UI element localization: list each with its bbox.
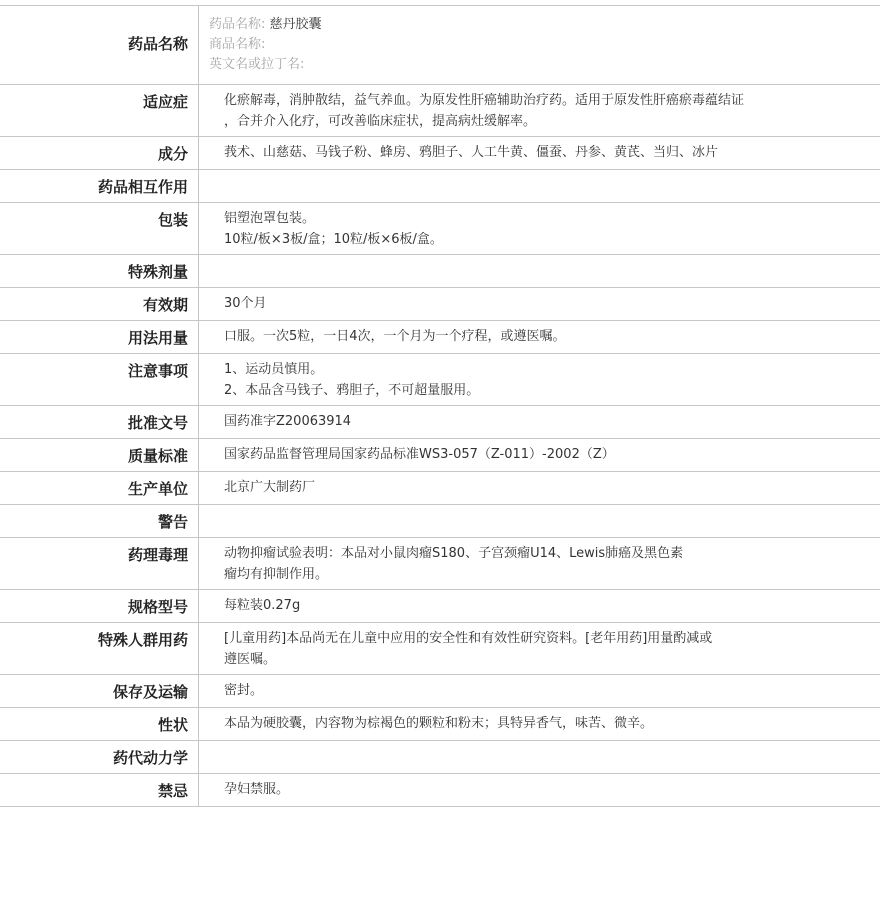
row-storage bbox=[0, 675, 880, 708]
row-manufacturer bbox=[0, 472, 880, 505]
names-block bbox=[199, 6, 880, 84]
drug-name-line bbox=[209, 15, 880, 35]
row-contraindications bbox=[0, 774, 880, 807]
row-value: 密封。 bbox=[224, 683, 264, 698]
row-value: 铝塑泡罩包装。 10粒/板×3板/盒；10粒/板×6板/盒。 bbox=[224, 211, 443, 247]
row-specification bbox=[0, 590, 880, 623]
row-label: 保存及运输 bbox=[0, 675, 199, 707]
row-quality-standard bbox=[0, 439, 880, 472]
row-value: 1、运动员慎用。 2、本品含马钱子、鸦胆子，不可超量服用。 bbox=[224, 362, 480, 398]
row-value: 30个月 bbox=[224, 296, 267, 311]
row-value: 北京广大制药厂 bbox=[224, 480, 316, 495]
row-label: 药理毒理 bbox=[0, 538, 199, 589]
row-special-populations bbox=[0, 623, 880, 675]
row-pharmacokinetics bbox=[0, 741, 880, 774]
row-indications bbox=[0, 85, 880, 137]
row-label: 包装 bbox=[0, 203, 199, 254]
row-ingredients bbox=[0, 137, 880, 170]
row-special-dosage bbox=[0, 255, 880, 288]
row-value: 本品为硬胶囊，内容物为棕褐色的颗粒和粉末；具特异香气，味苦、微辛。 bbox=[224, 716, 654, 731]
row-packaging bbox=[0, 203, 880, 255]
row-value bbox=[199, 505, 880, 537]
row-value bbox=[199, 741, 880, 773]
row-shelf-life bbox=[0, 288, 880, 321]
row-label: 生产单位 bbox=[0, 472, 199, 504]
row-value: 国家药品监督管理局国家药品标准WS3-057（Z-011）-2002（Z） bbox=[224, 447, 615, 462]
row-value bbox=[199, 255, 880, 287]
row-label: 禁忌 bbox=[0, 774, 199, 806]
row-interactions bbox=[0, 170, 880, 203]
row-value: 莪术、山慈菇、马钱子粉、蜂房、鸦胆子、人工牛黄、僵蚕、丹参、黄芪、当归、冰片 bbox=[224, 145, 719, 160]
row-label: 特殊剂量 bbox=[0, 255, 199, 287]
row-value: 化瘀解毒，消肿散结，益气养血。为原发性肝癌辅助治疗药。适用于原发性肝癌瘀毒蕴结证 ，合并介入化疗，可改善临床症状，提高病灶缓解率。 bbox=[224, 93, 745, 129]
row-value: 每粒装0.27g bbox=[224, 598, 301, 613]
row-label: 批准文号 bbox=[0, 406, 199, 438]
row-label: 性状 bbox=[0, 708, 199, 740]
row-precautions bbox=[0, 354, 880, 406]
row-description bbox=[0, 708, 880, 741]
row-label: 成分 bbox=[0, 137, 199, 169]
row-label: 药品名称 bbox=[0, 6, 199, 84]
row-value: [儿童用药]本品尚无在儿童中应用的安全性和有效性研究资料。[老年用药]用量酌减或 遵医嘱。 bbox=[224, 631, 713, 667]
row-label: 适应症 bbox=[0, 85, 199, 136]
row-label: 质量标准 bbox=[0, 439, 199, 471]
row-value: 动物抑瘤试验表明：本品对小鼠肉瘤S180、子宫颈瘤U14、Lewis肺癌及黑色素 瘤均有抑制作用。 bbox=[224, 546, 684, 582]
row-label: 注意事项 bbox=[0, 354, 199, 405]
row-pharmacology bbox=[0, 538, 880, 590]
row-label: 用法用量 bbox=[0, 321, 199, 353]
row-warning bbox=[0, 505, 880, 538]
row-label: 药品相互作用 bbox=[0, 170, 199, 202]
row-value bbox=[199, 170, 880, 202]
row-approval-number bbox=[0, 406, 880, 439]
row-drug-names bbox=[0, 6, 880, 85]
row-value: 口服。一次5粒，一日4次，一个月为一个疗程，或遵医嘱。 bbox=[224, 329, 566, 344]
drug-name-value: 慈丹胶囊 bbox=[269, 17, 322, 32]
row-label: 特殊人群用药 bbox=[0, 623, 199, 674]
row-label: 药代动力学 bbox=[0, 741, 199, 773]
row-label: 有效期 bbox=[0, 288, 199, 320]
row-label: 规格型号 bbox=[0, 590, 199, 622]
row-value: 孕妇禁服。 bbox=[224, 782, 290, 797]
drug-name-label: 药品名称: bbox=[209, 17, 266, 32]
english-name-label: 英文名或拉丁名: bbox=[209, 57, 305, 72]
row-label: 警告 bbox=[0, 505, 199, 537]
drug-info-table bbox=[0, 5, 880, 807]
row-dosage bbox=[0, 321, 880, 354]
trade-name-label: 商品名称: bbox=[209, 37, 266, 52]
row-value: 国药准字Z20063914 bbox=[224, 414, 352, 429]
